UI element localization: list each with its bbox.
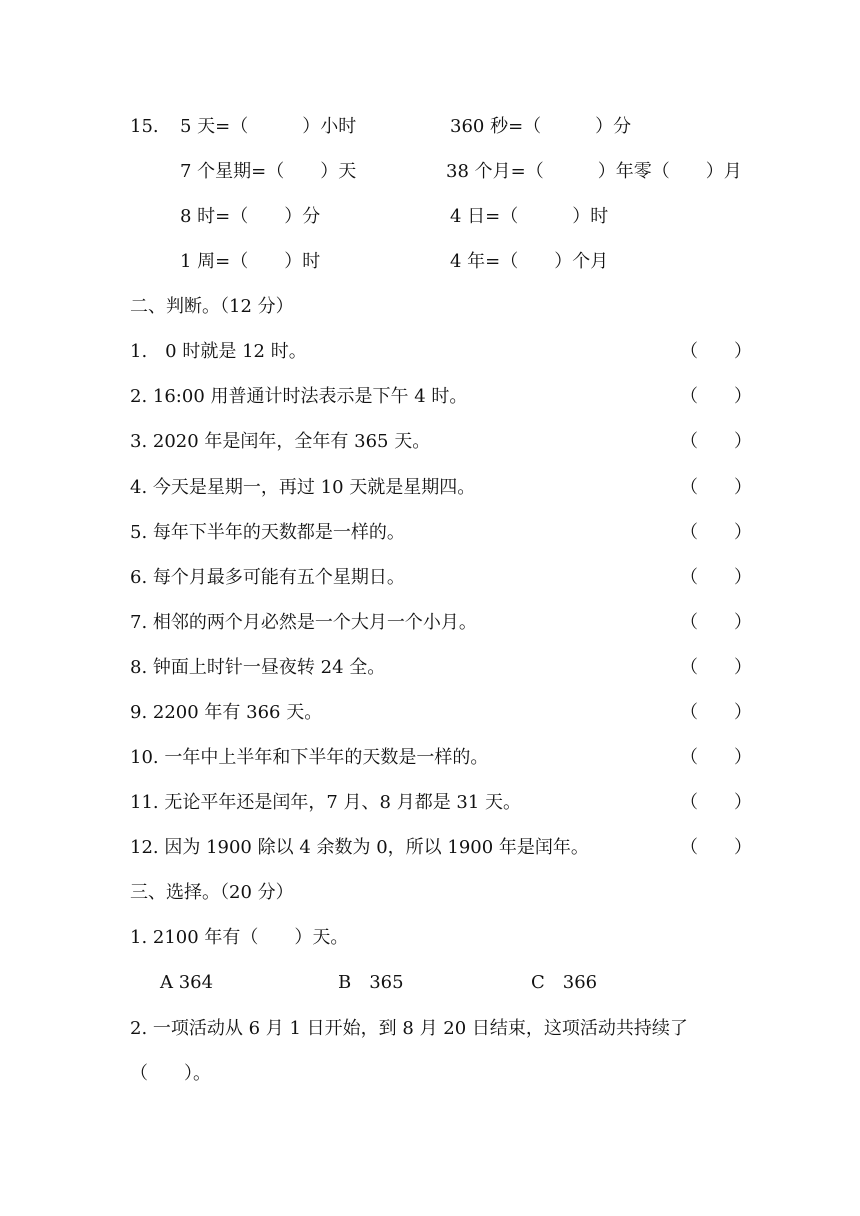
section3-title: 三、选择。（20 分） <box>130 882 294 903</box>
judge-item-7: 7. 相邻的两个月必然是一个大月一个小月。 <box>130 612 477 633</box>
judge-item-9: 9. 2200 年有 366 天。 <box>130 702 323 723</box>
judge-answer-blank-2: （ ） <box>680 386 752 407</box>
choice-q1-option-b: B 365 <box>338 972 404 993</box>
judge-answer-blank-5: （ ） <box>680 522 752 543</box>
q15-row4-left: 1 周=（ ）时 <box>180 251 321 272</box>
judge-answer-blank-11: （ ） <box>680 792 752 813</box>
choice-q1-option-c: C 366 <box>531 972 598 993</box>
judge-item-2: 2. 16:00 用普通计时法表示是下午 4 时。 <box>130 386 468 407</box>
q15-row3-right: 4 日=（ ）时 <box>450 206 609 227</box>
judge-answer-blank-3: （ ） <box>680 431 752 452</box>
judge-answer-blank-4: （ ） <box>680 477 752 498</box>
judge-answer-blank-1: （ ） <box>680 341 752 362</box>
judge-item-5: 5. 每年下半年的天数都是一样的。 <box>130 522 405 543</box>
q15-row1-right: 360 秒=（ ）分 <box>450 116 632 137</box>
judge-item-6: 6. 每个月最多可能有五个星期日。 <box>130 567 405 588</box>
judge-item-11: 11. 无论平年还是闰年，7 月、8 月都是 31 天。 <box>130 792 522 813</box>
judge-answer-blank-8: （ ） <box>680 657 752 678</box>
judge-item-3: 3. 2020 年是闰年，全年有 365 天。 <box>130 431 431 452</box>
choice-q2-text: 2. 一项活动从 6 月 1 日开始，到 8 月 20 日结束，这项活动共持续了 <box>130 1018 688 1039</box>
judge-item-1: 1. 0 时就是 12 时。 <box>130 341 307 362</box>
q15-row3-left: 8 时=（ ）分 <box>180 206 321 227</box>
judge-item-8: 8. 钟面上时针一昼夜转 24 全。 <box>130 657 386 678</box>
choice-q2-text-cont: （ ）。 <box>130 1063 211 1084</box>
judge-item-4: 4. 今天是星期一，再过 10 天就是星期四。 <box>130 477 476 498</box>
q15-number: 15. <box>130 116 159 137</box>
judge-item-12: 12. 因为 1900 除以 4 余数为 0，所以 1900 年是闰年。 <box>130 837 589 858</box>
q15-row2-left: 7 个星期=（ ）天 <box>180 161 357 182</box>
q15-row2-right: 38 个月=（ ）年零（ ）月 <box>446 161 742 182</box>
judge-answer-blank-9: （ ） <box>680 702 752 723</box>
judge-answer-blank-12: （ ） <box>680 837 752 858</box>
q15-row1-left: 5 天=（ ）小时 <box>180 116 357 137</box>
judge-item-10: 10. 一年中上半年和下半年的天数是一样的。 <box>130 747 489 768</box>
judge-answer-blank-6: （ ） <box>680 567 752 588</box>
section2-title: 二、判断。（12 分） <box>130 296 294 317</box>
q15-row4-right: 4 年=（ ）个月 <box>450 251 609 272</box>
judge-answer-blank-7: （ ） <box>680 612 752 633</box>
choice-q1-option-a: A 364 <box>160 972 214 993</box>
judge-answer-blank-10: （ ） <box>680 747 752 768</box>
choice-q1-text: 1. 2100 年有（ ）天。 <box>130 927 349 948</box>
